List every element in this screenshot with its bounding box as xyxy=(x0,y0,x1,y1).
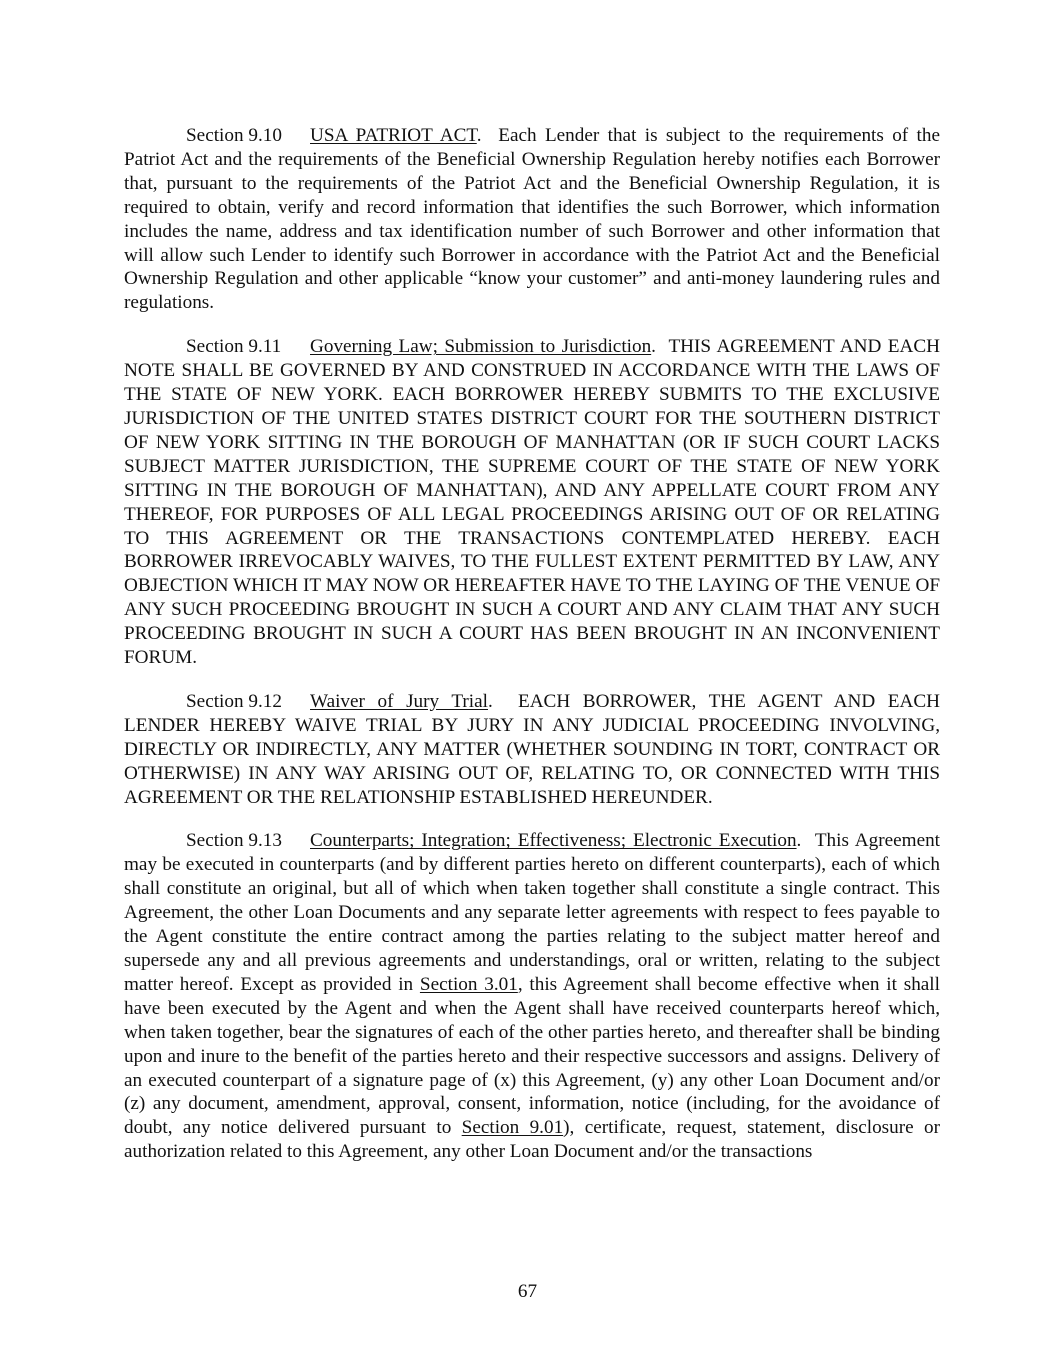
title-punctuation: . xyxy=(488,690,518,712)
title-punctuation: . xyxy=(796,830,815,852)
section-number: Section 9.13 xyxy=(186,830,282,852)
section-body: THIS AGREEMENT AND EACH NOTE SHALL BE GOVERNED BY AND CONSTRUED IN ACCORDANCE WITH THE LAWS OF THE STATE OF NEW YORK. EACH BORROWER HEREBY SUBMITS TO THE EXCLUSIVE JURISDICTION OF THE UNITED STATES DISTRICT COURT FOR THE SOUTHERN DISTRICT OF NEW YORK SITTING IN THE BOROUGH OF MANHATTAN (OR IF SUCH COURT LACKS SUBJECT MATTER JURISDICTION, THE SUPREME COURT OF THE STATE OF NEW YORK SITTING IN THE BOROUGH OF MANHATTAN), AND ANY APPELLATE COURT FROM ANY THEREOF, FOR PURPOSES OF ALL LEGAL PROCEEDINGS ARISING OUT OF OR RELATING TO THIS AGREEMENT OR THE TRANSACTIONS CONTEMPLATED HEREBY. EACH BORROWER IRREVOCABLY WAIVES, TO THE FULLEST EXTENT PERMITTED BY LAW, ANY OBJECTION WHICH IT MAY NOW OR HEREAFTER HAVE TO THE LAYING OF THE VENUE OF ANY SUCH PROCEEDING BROUGHT IN SUCH A COURT AND ANY CLAIM THAT ANY SUCH PROCEEDING BROUGHT IN SUCH A COURT HAS BEEN BROUGHT IN AN INCONVENIENT FORUM. xyxy=(124,336,940,669)
title-punctuation: . xyxy=(476,125,499,146)
document-page xyxy=(124,124,940,1184)
section-title: USA PATRIOT ACT xyxy=(310,125,477,146)
section-body: EACH BORROWER, THE AGENT AND EACH LENDER HEREBY WAIVE TRIAL BY JURY IN ANY JUDICIAL PROCEEDING INVOLVING, DIRECTLY OR INDIRECTLY, ANY MATTER (WHETHER SOUNDING IN TORT, CONTRACT OR OTHERWISE) IN ANY WAY ARISING OUT OF, RELATING TO, OR CONNECTED WITH THIS AGREEMENT OR THE RELATIONSHIP ESTABLISHED HEREUNDER. xyxy=(124,690,941,808)
cross-reference-section-9-01: Section 9.01 xyxy=(461,1117,564,1139)
section-number: Section 9.12 xyxy=(186,690,282,712)
section-title: Governing Law; Submission to Jurisdiction xyxy=(310,336,652,358)
section-9-11 xyxy=(124,335,940,670)
section-body: Each Lender that is subject to the requirements of the Patriot Act and the requirements of the Beneficial Ownership Regulation hereby notifies each Borrower that, pursuant to the requirements of the Patriot Act and the Beneficial Ownership Regulation, it is required to obtain, verify and record information that identifies the such Borrower, which information includes the name, address and tax identification number of such Borrower and other information that will allow such Lender to identify such Borrower in accordance with the Patriot Act and the Beneficial Ownership Regulation and other applicable “know your customer” and anti-money laundering rules and regulations. xyxy=(124,125,940,314)
section-9-13 xyxy=(124,829,940,1164)
title-punctuation: . xyxy=(651,336,669,358)
section-title: Waiver of Jury Trial xyxy=(310,690,488,712)
section-9-12 xyxy=(124,690,940,810)
section-9-10 xyxy=(124,124,940,315)
section-body-part-3: ), certificate, request, statement, disclosure or authorization related to this Agreement, any other Loan Document and/or the transactions xyxy=(124,1117,940,1163)
section-body-part-1: This Agreement may be executed in counterparts (and by different parties hereto on different counterparts), each of which shall constitute an original, but all of which when taken together shall constitute a single contract. This Agreement, the other Loan Documents and any separate letter agreements with respect to fees payable to the Agent constitute the entire contract among the parties relating to the subject matter hereof and supersede any and all previous agreements and understandings, oral or written, relating to the subject matter hereof. Except as provided in xyxy=(124,830,941,995)
section-number: Section 9.11 xyxy=(186,336,282,358)
section-number: Section 9.10 xyxy=(186,125,282,146)
page-number: 67 xyxy=(517,1281,538,1302)
cross-reference-section-3-01: Section 3.01 xyxy=(419,973,518,995)
section-body-part-2: , this Agreement shall become effective when it shall have been executed by the Agent and when the Agent shall have received counterparts hereof which, when taken together, bear the signatures of each of the other parties hereto, and thereafter shall be binding upon and inure to the benefit of the parties hereto and their respective successors and assigns. Delivery of an executed counterpart of a signature page of (x) this Agreement, (y) any other Loan Document and/or (z) any document, amendment, approval, consent, information, notice (including, for the avoidance of doubt, any notice delivered pursuant to xyxy=(124,973,940,1139)
section-title: Counterparts; Integration; Effectiveness; Electronic Execution xyxy=(310,830,797,852)
